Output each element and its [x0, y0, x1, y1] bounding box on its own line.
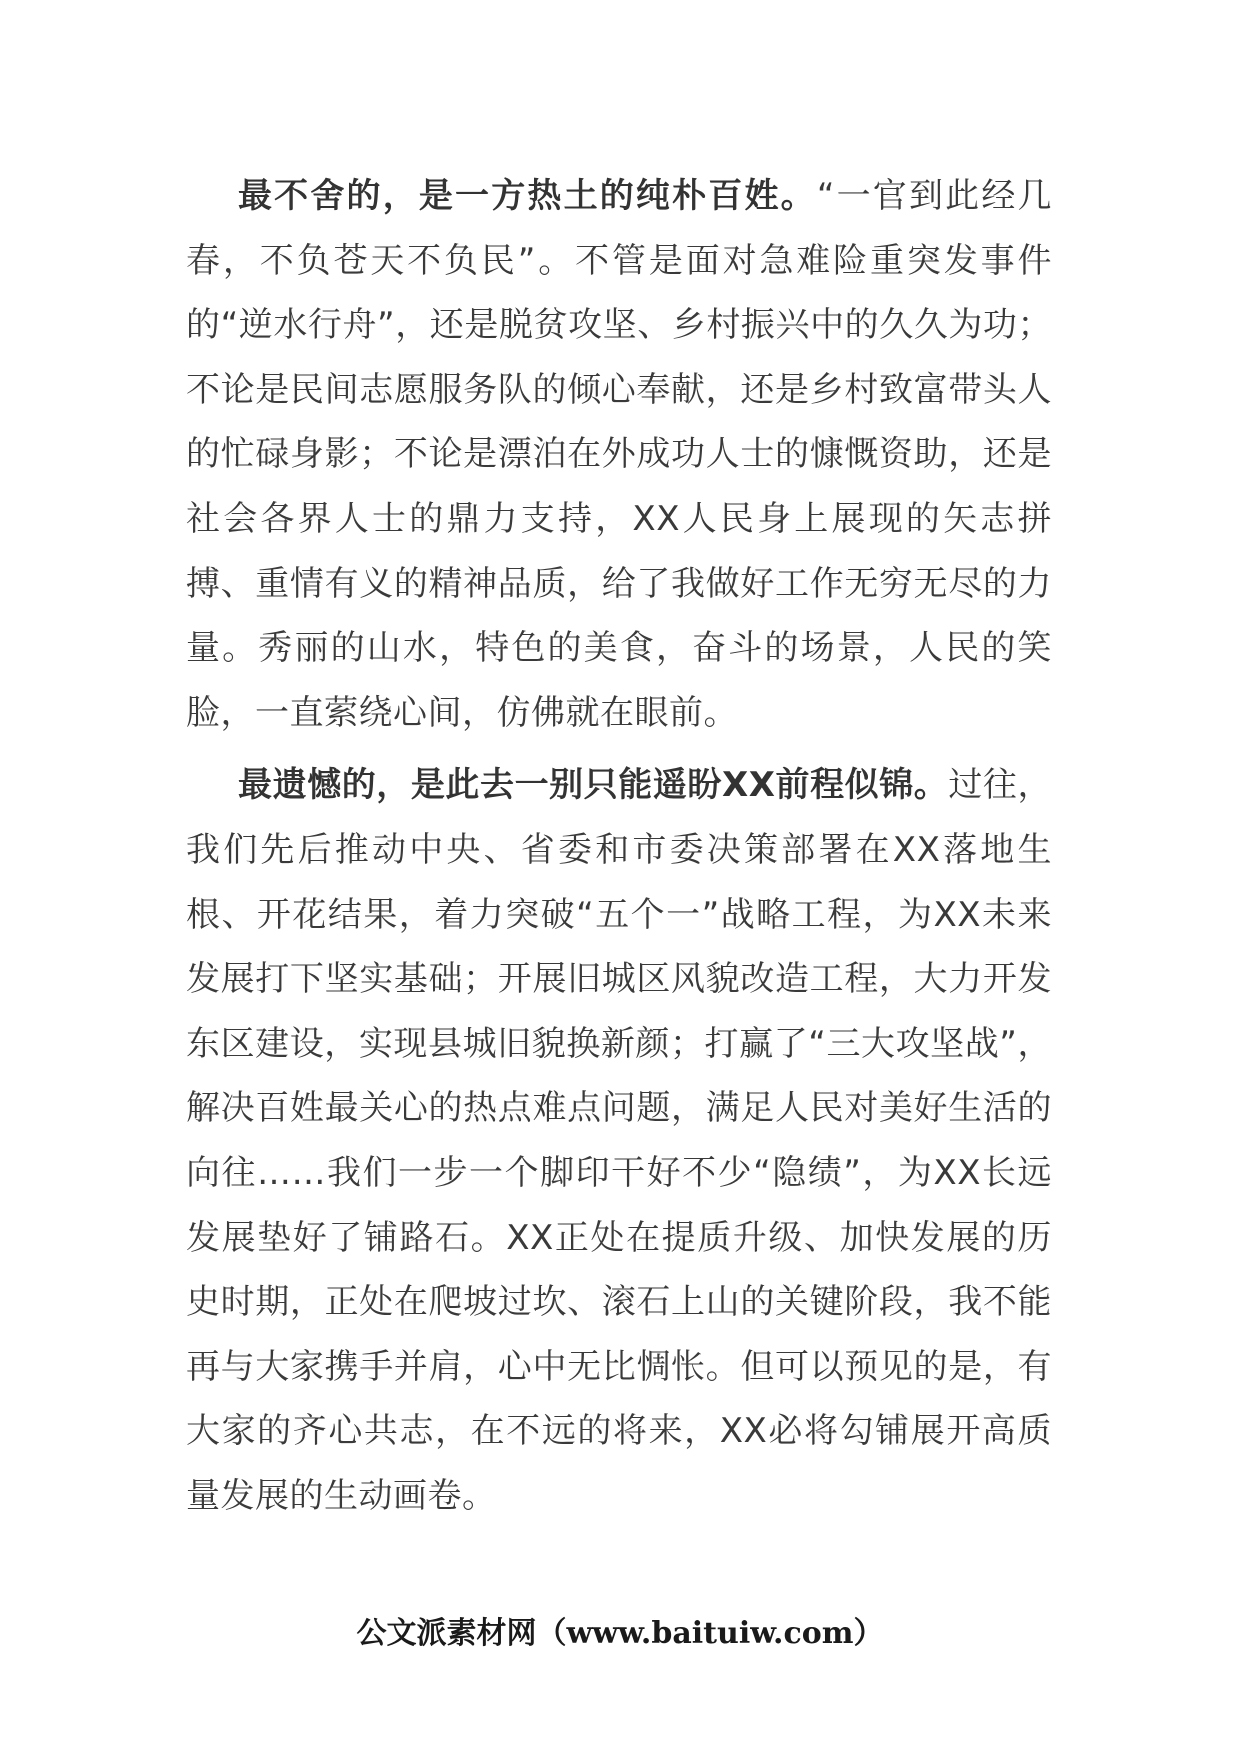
- paragraph-2-text: 过往，我们先后推动中央、省委和市委决策部署在XX落地生根、开花结果，着力突破“五个一”战略工程，为XX未来发展打下坚实基础；开展旧城区风貌改造工程，大力开发东区建设，实现县城旧貌换新颜；打赢了“三大攻坚战”，解决百姓最关心的热点难点问题，满足人民对美好生活的向往……我们一步一个脚印干好不少“隐绩”，为XX长远发展垫好了铺路石。XX正处在提质升级、加快发展的历史时期，正处在爬坡过坎、滚石上山的关键阶段，我不能再与大家携手并肩，心中无比惆怅。但可以预见的是，有大家的齐心共志，在不远的将来，XX必将勾铺展开高质量发展的生动画卷。: [186, 765, 1053, 1516]
- paragraph-2-lead: 最遗憾的，是此去一别只能遥盼XX前程似锦。: [238, 765, 949, 806]
- paragraph-1-lead: 最不舍的，是一方热土的纯朴百姓。: [238, 176, 817, 216]
- document-body: [186, 164, 1052, 1528]
- paragraph-1: [186, 164, 1052, 745]
- paragraph-2: [186, 753, 1052, 1528]
- paragraph-1-text: “一官到此经几春，不负苍天不负民”。不管是面对急难险重突发事件的“逆水行舟”，还是脱贫攻坚、乡村振兴中的久久为功；不论是民间志愿服务队的倾心奉献，还是乡村致富带头人的忙碌身影；不论是漂泊在外成功人士的慷慨资助，还是社会各界人士的鼎力支持，XX人民身上展现的矢志拼搏、重情有义的精神品质，给了我做好工作无穷无尽的力量。秀丽的山水，特色的美食，奋斗的场景，人民的笑脸，一直萦绕心间，仿佛就在眼前。: [186, 176, 1052, 733]
- footer-source-link[interactable]: 公文派素材网（www.baituiw.com）: [356, 1616, 884, 1651]
